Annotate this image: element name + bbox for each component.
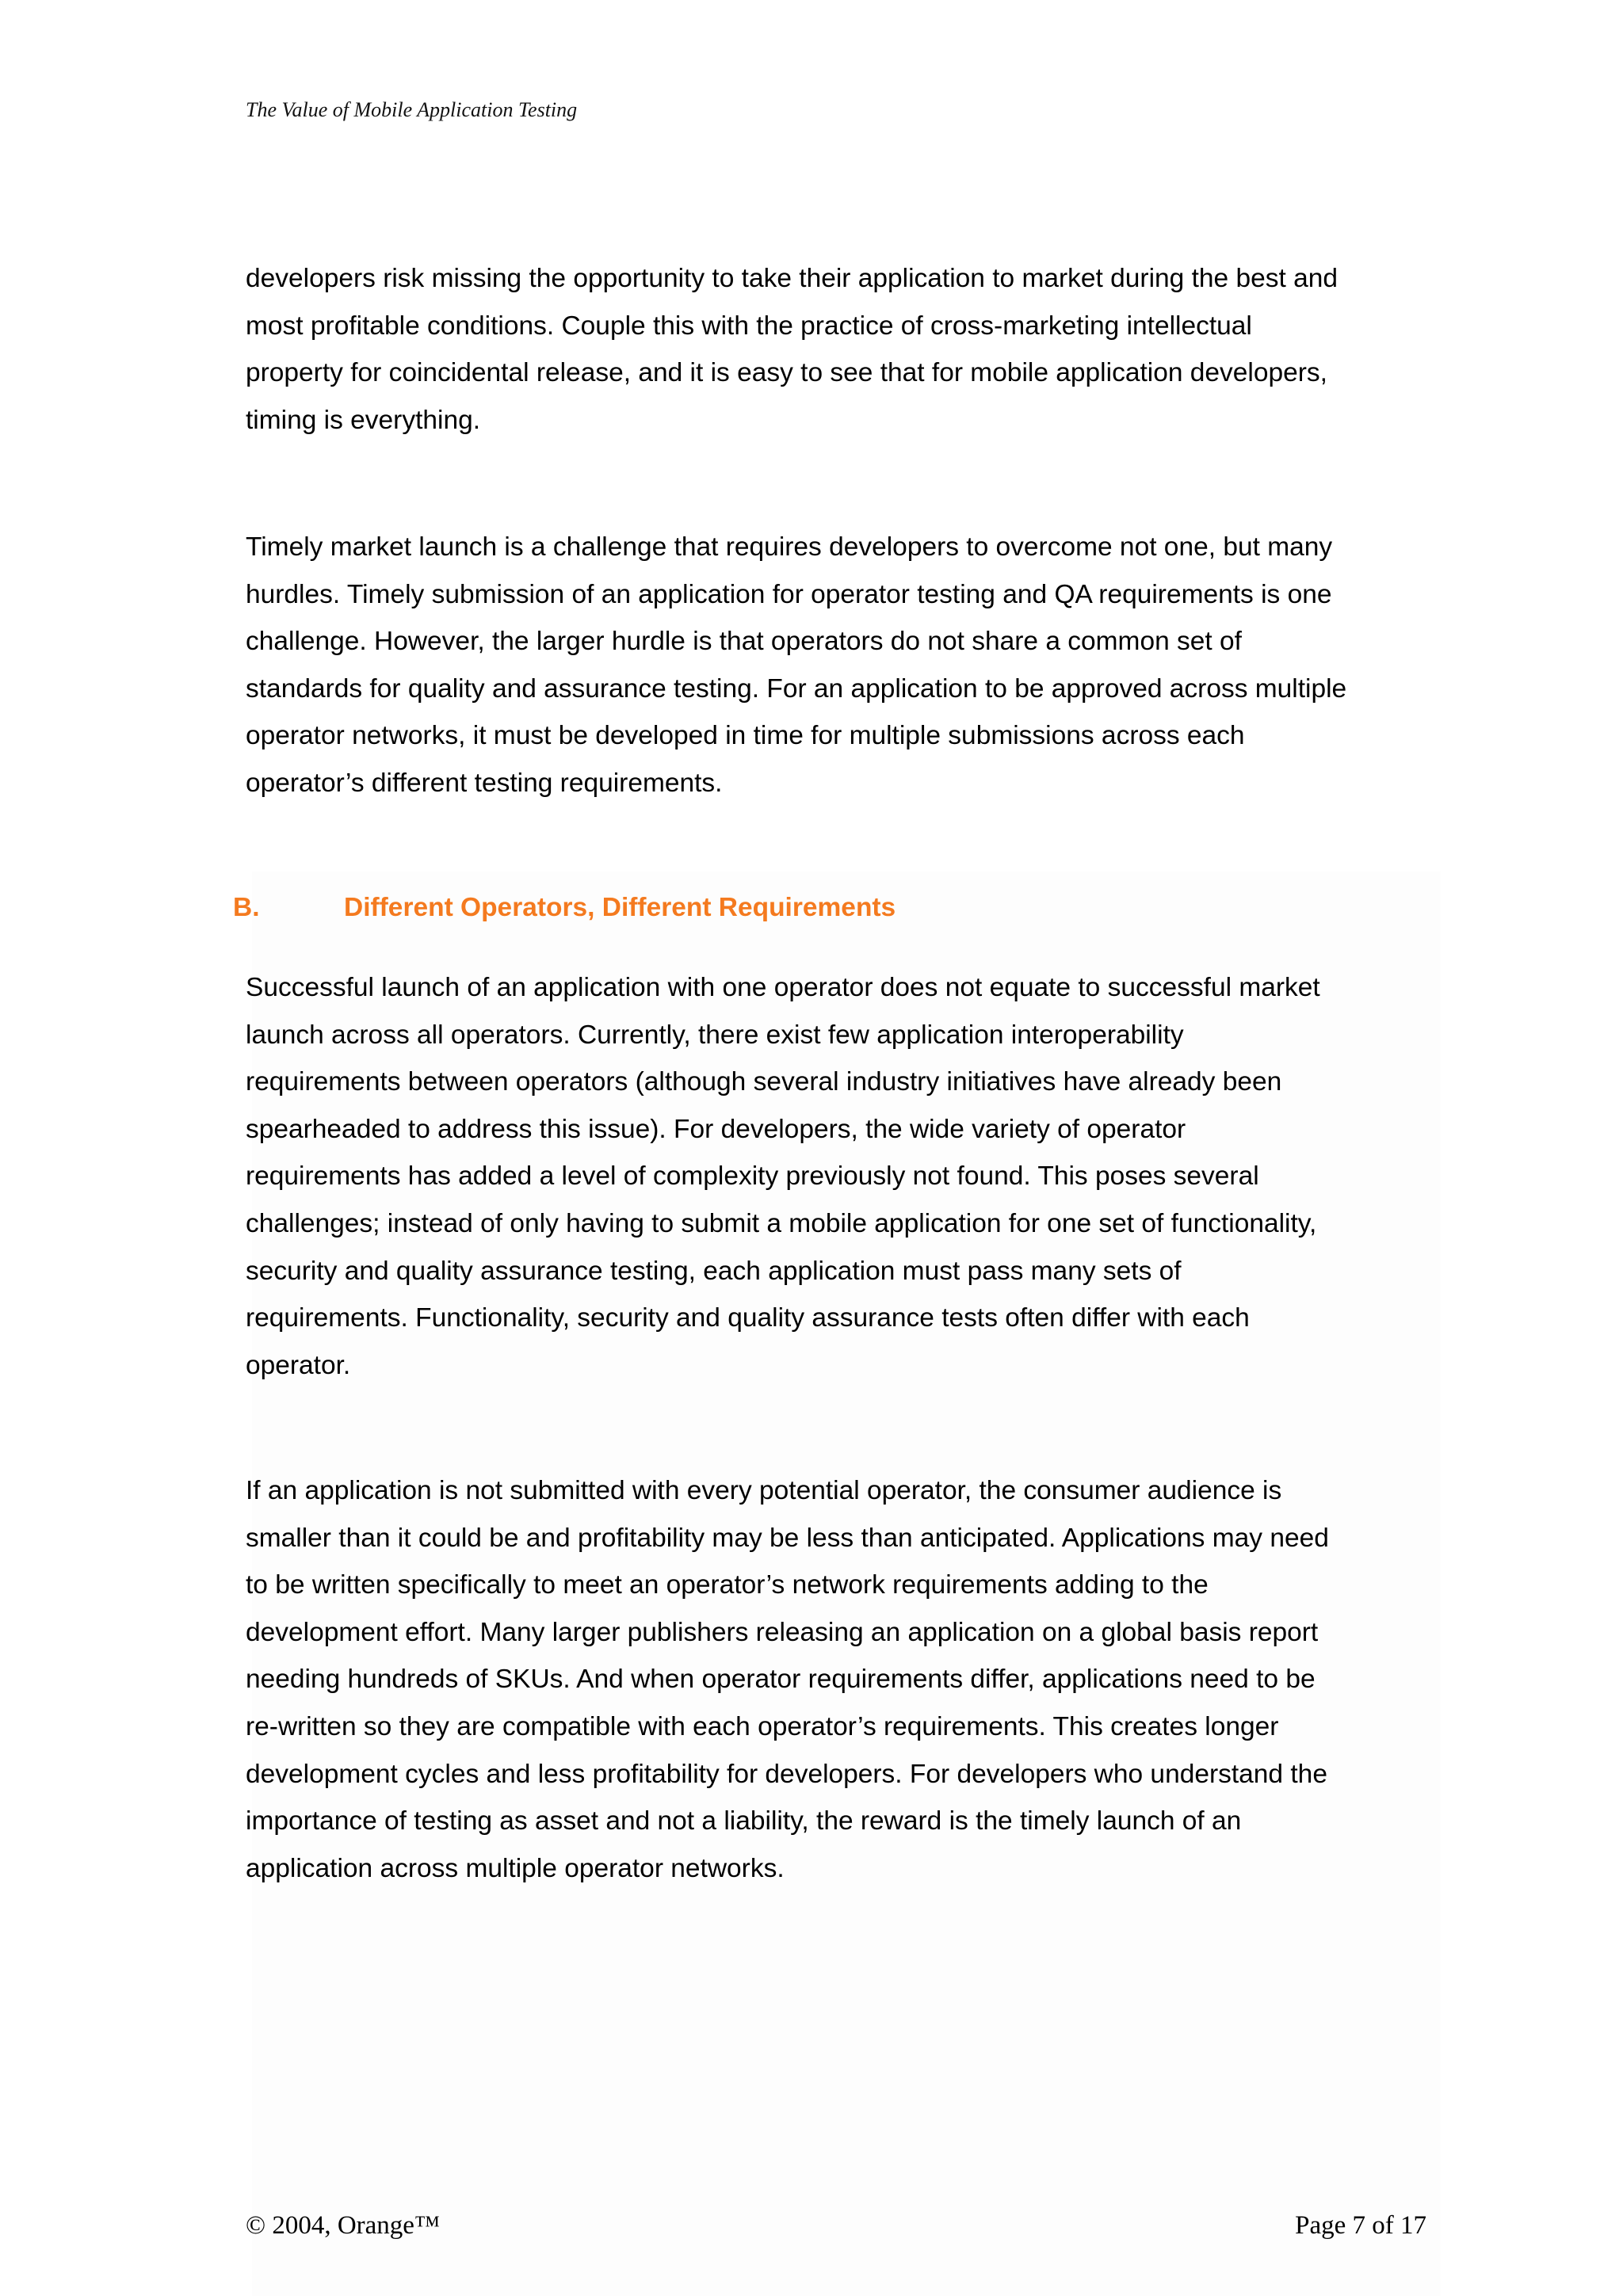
text-line: development cycles and less profitability for developers. For developers who understand the (246, 1759, 1327, 1789)
paragraph-market-launch (246, 524, 1387, 807)
running-header: The Value of Mobile Application Testing (246, 98, 578, 121)
text-line: re-written so they are compatible with each operator’s requirements. This creates longer (246, 1711, 1279, 1741)
text-line: security and quality assurance testing, each application must pass many sets of (246, 1256, 1182, 1286)
footer-copyright: © 2004, Orange™ (246, 2211, 441, 2240)
paragraph-timing (246, 255, 1387, 444)
text-line: timing is everything. (246, 405, 481, 435)
text-line: spearheaded to address this issue). For developers, the wide variety of operator (246, 1114, 1186, 1144)
text-line: operator networks, it must be developed in time for multiple submissions across each (246, 721, 1245, 751)
section-number: B. (233, 893, 260, 922)
text-line: requirements between operators (although several industry initiatives have already been (246, 1067, 1282, 1097)
section-title: Different Operators, Different Requirements (344, 893, 896, 922)
paragraph-operators (246, 964, 1387, 1389)
text-line: developers risk missing the opportunity to take their application to market during the best and (246, 264, 1338, 293)
text-line: operator’s different testing requirements. (246, 768, 723, 798)
text-line: property for coincidental release, and it is easy to see that for mobile application developers, (246, 358, 1327, 388)
text-line: requirements has added a level of complexity previously not found. This poses several (246, 1161, 1259, 1192)
footer-page-number: Page 7 of 17 (1295, 2211, 1426, 2240)
text-line: hurdles. Timely submission of an application for operator testing and QA requirements is one (246, 579, 1332, 609)
text-line: launch across all operators. Currently, there exist few application interoperability (246, 1020, 1184, 1050)
paragraph-submission (246, 1467, 1387, 1892)
text-line: importance of testing as asset and not a liability, the reward is the timely launch of an (246, 1806, 1242, 1836)
text-line: challenges; instead of only having to submit a mobile application for one set of functionality, (246, 1208, 1317, 1238)
section-heading (233, 890, 896, 926)
text-line: development effort. Many larger publishers releasing an application on a global basis report (246, 1617, 1319, 1647)
text-line: operator. (246, 1350, 351, 1380)
text-line: standards for quality and assurance testing. For an application to be approved across multiple (246, 673, 1347, 704)
text-line: requirements. Functionality, security and quality assurance tests often differ with each (246, 1303, 1250, 1333)
text-line: If an application is not submitted with every potential operator, the consumer audience is (246, 1476, 1282, 1505)
text-line: application across multiple operator networks. (246, 1853, 785, 1883)
text-line: challenge. However, the larger hurdle is that operators do not share a common set of (246, 627, 1242, 657)
text-line: to be written specifically to meet an operator’s network requirements adding to the (246, 1570, 1209, 1600)
text-line: most profitable conditions. Couple this with the practice of cross-marketing intellectual (246, 311, 1252, 341)
text-line: Timely market launch is a challenge that requires developers to overcome not one, but many (246, 532, 1333, 562)
text-line: needing hundreds of SKUs. And when operator requirements differ, applications need to be (246, 1665, 1316, 1695)
text-line: smaller than it could be and profitability may be less than anticipated. Applications may need (246, 1523, 1329, 1553)
text-line: Successful launch of an application with one operator does not equate to successful market (246, 973, 1320, 1002)
